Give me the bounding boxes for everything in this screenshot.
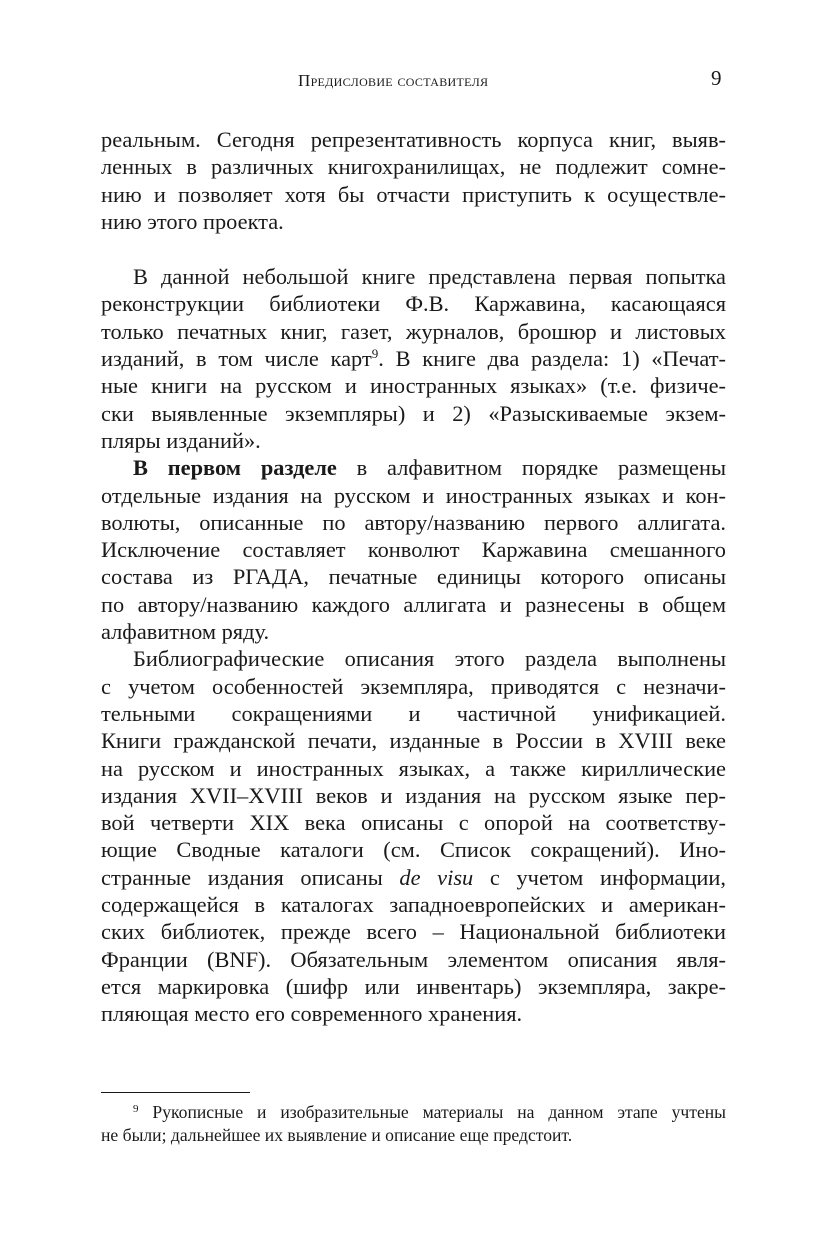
paragraph-1 <box>101 126 726 235</box>
text-fragment: Рукописные и изобразительные материалы на данном этапе учтены <box>138 1102 726 1122</box>
text-line: содержащейся в каталогах западноевропейских и американ- <box>101 892 726 918</box>
text-line: пляющая место его современного хранения. <box>101 1001 523 1027</box>
text-line <box>101 345 726 372</box>
footnote <box>101 1101 726 1147</box>
text-line: волюты, описанные по автору/названию первого аллигата. <box>101 509 726 535</box>
text-line: реконструкции библиотеки Ф.В. Каржавина, касающаяся <box>101 291 726 317</box>
footnote-line: не были; дальнейшее их выявление и описание еще предстоит. <box>101 1125 573 1145</box>
text-line: алфавитном ряду. <box>101 619 270 645</box>
text-line <box>101 864 726 891</box>
footnote-reference[interactable]: 9 <box>371 346 379 362</box>
text-line: с учетом особенностей экземпляра, приводятся с незначи- <box>101 673 726 699</box>
footnote-divider <box>101 1092 250 1093</box>
text-line: ских библиотек, прежде всего – Национальной библиотеки <box>101 919 726 945</box>
text-line: состава из РГАДА, печатные единицы которого описаны <box>101 564 726 590</box>
text-line <box>101 454 726 481</box>
main-text <box>101 126 726 1028</box>
paragraph-2 <box>101 263 726 454</box>
bold-term: В первом разделе <box>133 455 337 481</box>
text-line: ски выявленные экземпляры) и 2) «Разыскиваемые экзем- <box>101 400 726 426</box>
text-line: пляры изданий». <box>101 427 261 453</box>
running-title: Предисловие составителя <box>298 71 489 90</box>
text-line: тельными сокращениями и частичной унификацией. <box>101 700 726 726</box>
paragraph-spacer <box>101 235 726 263</box>
text-line: ется маркировка (шифр или инвентарь) экземпляра, закре- <box>101 973 726 999</box>
text-line: только печатных книг, газет, журналов, брошюр и листовых <box>101 318 726 344</box>
text-line: на русском и иностранных языках, а также кириллические <box>101 755 726 781</box>
paragraph-3 <box>101 454 726 645</box>
text-line: Франции (BNF). Обязательным элементом описания явля- <box>101 946 726 972</box>
text-line: издания XVII–XVIII веков и издания на русском языке пер- <box>101 782 726 808</box>
text-line: по автору/названию каждого аллигата и разнесены в общем <box>101 591 726 617</box>
text-line: В данной небольшой книге представлена первая попытка <box>133 264 726 290</box>
text-line: ленных в различных книгохранилищах, не подлежит сомне- <box>101 154 726 180</box>
text-fragment: . В книге два раздела: 1) «Печат- <box>378 346 726 372</box>
text-fragment: в алфавитном порядке размещены <box>336 455 727 481</box>
text-fragment: странные издания описаны <box>101 864 400 890</box>
text-line: ющие Сводные каталоги (см. Список сокращений). Ино- <box>101 837 726 863</box>
text-line: ные книги на русском и иностранных языках» (т.е. физиче- <box>101 373 726 399</box>
text-line: нию этого проекта. <box>101 208 284 234</box>
text-line: Библиографические описания этого раздела выполнены <box>133 646 726 672</box>
text-line: вой четверти XIX века описаны с опорой на соответству- <box>101 810 726 836</box>
text-line: отдельные издания на русском и иностранных языках и кон- <box>101 482 726 508</box>
text-fragment: изданий, в том числе карт <box>101 346 372 372</box>
text-fragment: с учетом информации, <box>473 864 726 890</box>
footnote-number: 9 <box>133 1103 139 1115</box>
italic-term: de visu <box>399 864 474 890</box>
paragraph-4 <box>101 645 726 1027</box>
text-line: Книги гражданской печати, изданные в России в XVIII веке <box>101 728 726 754</box>
text-line: нию и позволяет хотя бы отчасти приступить к осуществле- <box>101 181 726 207</box>
text-line: Исключение составляет конволют Каржавина смешанного <box>101 537 726 563</box>
text-line: реальным. Сегодня репрезентативность корпуса книг, выяв- <box>101 127 726 152</box>
page-number: 9 <box>711 66 722 90</box>
footnote-line <box>101 1101 726 1124</box>
